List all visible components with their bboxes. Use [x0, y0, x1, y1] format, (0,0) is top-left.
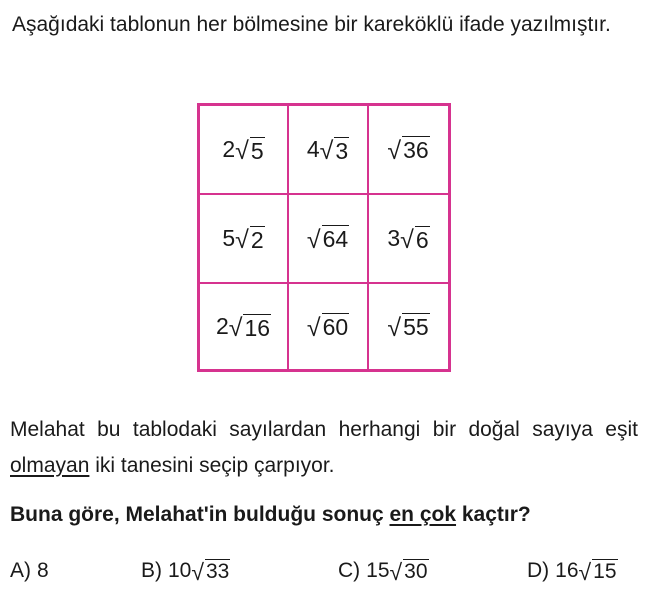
radical-sign-icon: √ [228, 314, 243, 342]
table-cell [369, 195, 448, 284]
radicand: 3 [335, 137, 349, 164]
option-value: 8 [37, 559, 49, 582]
question-text [10, 498, 638, 532]
radical-sign-icon: √ [319, 137, 334, 165]
radical-table [197, 103, 451, 372]
intro-text: Aşağıdaki tablonun her bölmesine bir kareköklü ifade yazılmıştır. [12, 13, 611, 36]
radicand: 16 [244, 314, 271, 341]
statement-text: Melahat bu tablodaki sayılardan herhangi bir doğal sayıya eşit [10, 418, 638, 441]
coefficient: 2 [222, 136, 236, 162]
radical-sign-icon: √ [578, 559, 592, 586]
table-cell [200, 106, 289, 195]
option-b[interactable] [141, 559, 230, 586]
table-cell [200, 195, 289, 284]
table-cell [289, 106, 369, 195]
radical-sign-icon: √ [387, 313, 402, 342]
radical-expression [387, 225, 429, 252]
radicand: 30 [404, 560, 428, 583]
radical-expression [222, 136, 264, 163]
radical-expression [306, 225, 349, 254]
radical-expression [387, 136, 429, 165]
question-start: Buna göre, Melahat'in bulduğu sonuç [10, 503, 390, 526]
answer-options [0, 559, 647, 593]
coefficient: 3 [387, 225, 401, 251]
radical-expression [216, 313, 271, 340]
radical-sign-icon: √ [306, 313, 321, 342]
table-cell [289, 284, 369, 369]
radical-sign-icon: √ [400, 226, 414, 254]
table-cell [369, 106, 448, 195]
radical-sign-icon: √ [235, 137, 249, 165]
underlined-phrase: en çok [389, 503, 457, 526]
radicand: 64 [322, 226, 349, 253]
radical-sign-icon: √ [191, 559, 204, 586]
option-label: C) [338, 559, 361, 583]
radicand: 55 [403, 314, 429, 341]
coefficient: 15 [366, 559, 390, 583]
table-cell [289, 195, 369, 284]
coefficient: 4 [306, 136, 320, 162]
option-label: B) [141, 559, 162, 583]
radicand: 5 [250, 137, 264, 164]
radicand: 6 [415, 226, 429, 253]
radical-expression [555, 559, 617, 586]
radical-expression [307, 136, 349, 163]
radicand: 2 [250, 226, 264, 253]
radical-sign-icon: √ [389, 559, 403, 586]
radical-expression [168, 559, 230, 586]
table-cell [369, 284, 448, 369]
coefficient: 16 [555, 559, 579, 583]
radicand: 15 [593, 560, 617, 583]
radical-expression [366, 559, 428, 586]
radical-sign-icon: √ [235, 226, 249, 254]
option-a[interactable] [10, 559, 49, 583]
option-d[interactable] [527, 559, 618, 586]
coefficient: 10 [168, 559, 192, 583]
statement-text-end: iki tanesini seçip çarpıyor. [89, 454, 335, 477]
option-label: D) [527, 559, 550, 583]
option-label: A) [10, 559, 31, 582]
radical-sign-icon: √ [306, 225, 321, 254]
question-end: kaçtır? [456, 503, 531, 526]
coefficient: 2 [215, 313, 229, 339]
radical-expression [306, 313, 349, 342]
underlined-word: olmayan [10, 454, 90, 477]
radicand: 60 [322, 314, 349, 341]
radicand: 33 [205, 560, 230, 583]
radical-expression [387, 313, 429, 342]
table-cell [200, 284, 289, 369]
problem-statement [10, 412, 638, 484]
coefficient: 5 [222, 225, 236, 251]
radical-expression [222, 225, 264, 252]
radicand: 36 [403, 137, 429, 164]
radical-sign-icon: √ [387, 136, 402, 165]
option-c[interactable] [338, 559, 429, 586]
